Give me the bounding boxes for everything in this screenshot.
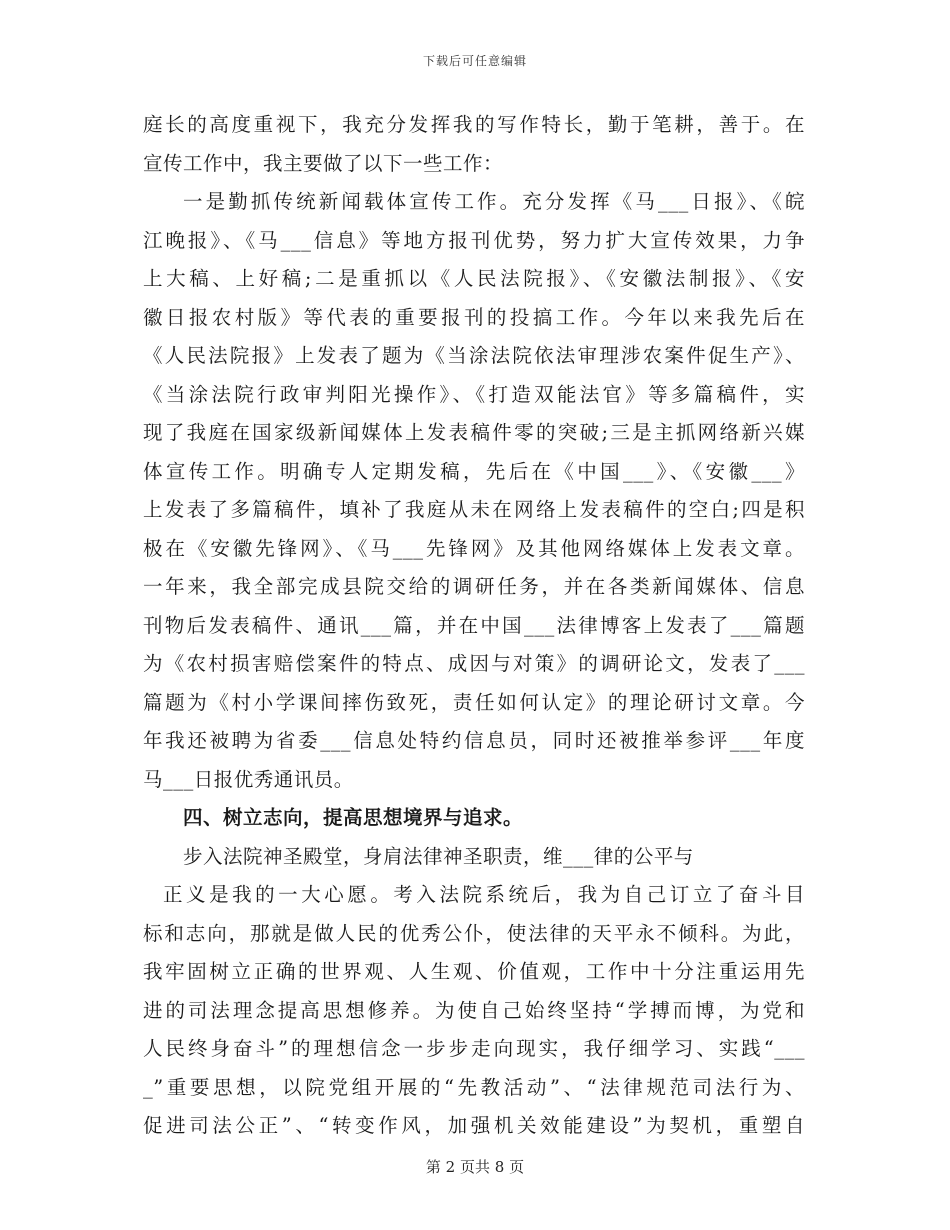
text-line: 江晚报》、《马___信息》等地方报刊优势，努力扩大宣传效果，力争	[143, 228, 805, 252]
text-line: 进的司法理念提高思想修养。为使自己始终坚持“学搏而博，为党和	[143, 998, 805, 1022]
text-line: 上发表了多篇稿件，填补了我庭从未在网络上发表稿件的空白;四是积	[143, 498, 805, 521]
text-line: 年我还被聘为省委___信息处特约信息员，同时还被推举参评___年度	[143, 729, 805, 752]
text-line: 篇题为《村小学课间摔伤致死，责任如何认定》的理论研讨文章。今	[143, 690, 805, 714]
text-line: 一年来，我全部完成县院交给的调研任务，并在各类新闻媒体、信息	[143, 575, 805, 598]
text-line: 一是勤抓传统新闻载体宣传工作。充分发挥《马___日报》、《皖	[183, 190, 805, 213]
text-line: 《当涂法院行政审判阳光操作》、《打造双能法官》等多篇稿件，实	[143, 382, 805, 406]
text-line: 极在《安徽先锋网》、《马___先锋网》及其他网络媒体上发表文章。	[143, 536, 805, 560]
text-line: 庭长的高度重视下，我充分发挥我的写作特长，勤于笔耕，善于。在	[143, 113, 805, 136]
text-line: 上大稿、上好稿;二是重抓以《人民法院报》、《安徽法制报》、《安	[143, 267, 805, 290]
text-line: 体宣传工作。明确专人定期发稿，先后在《中国___》、《安徽___》	[143, 459, 805, 483]
text-line: 马___日报优秀通讯员。	[143, 767, 354, 791]
page-footer: 第 2 页共 8 页	[425, 1158, 525, 1176]
text-line: 四、树立志向，提高思想境界与追求。	[183, 806, 524, 829]
page-header: 下载后可任意编辑	[422, 54, 527, 68]
text-line: 为《农村损害赔偿案件的特点、成因与对策》的调研论文，发表了___	[143, 652, 805, 675]
text-line: 宣传工作中，我主要做了以下一些工作：	[143, 151, 504, 175]
text-line: 现了我庭在国家级新闻媒体上发表稿件零的突破;三是主抓网络新兴媒	[143, 421, 805, 444]
text-line: 促进司法公正”、“转变作风，加强机关效能建设”为契机，重塑自	[143, 1114, 805, 1137]
document-body	[143, 106, 805, 1146]
text-line: 人民终身奋斗”的理想信念一步步走向现实，我仔细学习、实践“___	[143, 1037, 805, 1060]
text-line: 刊物后发表稿件、通讯___篇，并在中国___法律博客上发表了___篇题	[143, 613, 805, 637]
text-line: 标和志向，那就是做人民的优秀公仆，使法律的天平永不倾科。为此，	[143, 921, 805, 945]
text-line: 《人民法院报》上发表了题为《当涂法院依法审理涉农案件促生产》、	[143, 344, 805, 367]
text-line: 徽日报农村版》等代表的重要报刊的投搞工作。今年以来我先后在	[143, 305, 805, 329]
text-line: 正义是我的一大心愿。考入法院系统后，我为自己订立了奋斗目	[163, 883, 805, 906]
text-line: 步入法院神圣殿堂，身肩法律神圣职责，维___律的公平与	[183, 844, 694, 868]
text-line: 我牢固树立正确的世界观、人生观、价值观，工作中十分注重运用先	[143, 960, 805, 983]
text-line: _”重要思想，以院党组开展的“先教活动”、“法律规范司法行为、	[143, 1075, 805, 1099]
